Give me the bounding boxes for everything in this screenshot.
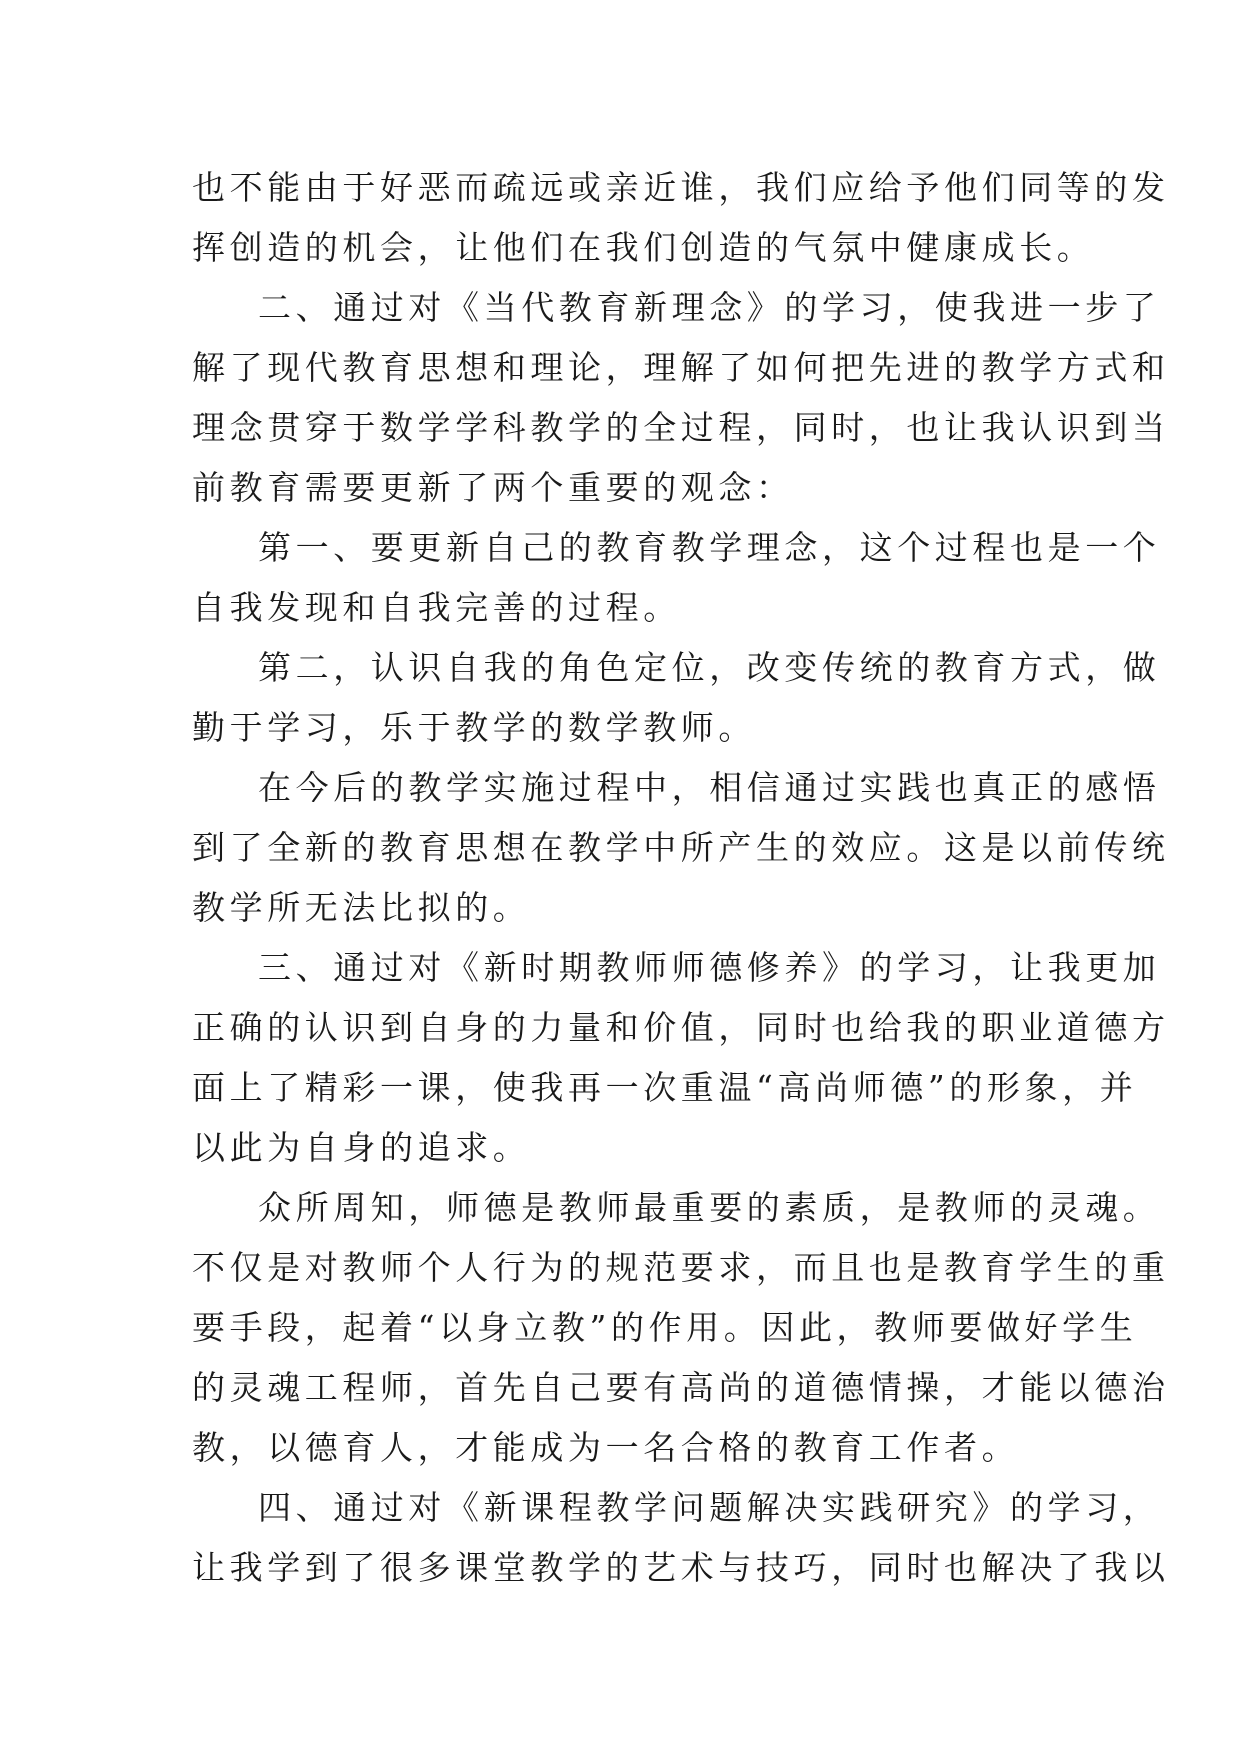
text-line: 三、通过对《新时期教师师德修养》的学习，让我更加 [258, 948, 1161, 987]
text-line: 的灵魂工程师，首先自己要有高尚的道德情操，才能以德治 [192, 1368, 1170, 1407]
text-line: 正确的认识到自身的力量和价值，同时也给我的职业道德方 [192, 1008, 1170, 1047]
text-line: 以此为自身的追求。 [192, 1128, 531, 1167]
text-line: 教学所无法比拟的。 [192, 888, 531, 927]
text-line: 教，以德育人，才能成为一名合格的教育工作者。 [192, 1428, 1020, 1467]
text-line: 挥创造的机会，让他们在我们创造的气氛中健康成长。 [192, 228, 1095, 267]
text-line: 众所周知，师德是教师最重要的素质，是教师的灵魂。 [258, 1188, 1161, 1227]
text-line: 二、通过对《当代教育新理念》的学习，使我进一步了 [258, 288, 1161, 327]
text-line: 不仅是对教师个人行为的规范要求，而且也是教育学生的重 [192, 1248, 1170, 1287]
text-line: 勤于学习，乐于教学的数学教师。 [192, 708, 756, 747]
text-line: 面上了精彩一课，使我再一次重温“高尚师德”的形象，并 [192, 1068, 1138, 1107]
text-line: 第一、要更新自己的教育教学理念，这个过程也是一个 [258, 528, 1161, 567]
body-text [192, 158, 1170, 1598]
text-line: 让我学到了很多课堂教学的艺术与技巧，同时也解决了我以 [192, 1548, 1170, 1587]
text-line: 也不能由于好恶而疏远或亲近谁，我们应给予他们同等的发 [192, 168, 1170, 207]
text-line: 四、通过对《新课程教学问题解决实践研究》的学习， [258, 1488, 1161, 1527]
text-line: 在今后的教学实施过程中，相信通过实践也真正的感悟 [258, 768, 1161, 807]
text-line: 到了全新的教育思想在教学中所产生的效应。这是以前传统 [192, 828, 1170, 867]
text-line: 解了现代教育思想和理论，理解了如何把先进的教学方式和 [192, 348, 1170, 387]
text-line: 前教育需要更新了两个重要的观念： [192, 468, 794, 507]
text-line: 自我发现和自我完善的过程。 [192, 588, 681, 627]
text-line: 要手段，起着“以身立教”的作用。因此，教师要做好学生 [192, 1308, 1138, 1347]
text-line: 理念贯穿于数学学科教学的全过程，同时，也让我认识到当 [192, 408, 1170, 447]
text-line: 第二，认识自我的角色定位，改变传统的教育方式，做 [258, 648, 1161, 687]
